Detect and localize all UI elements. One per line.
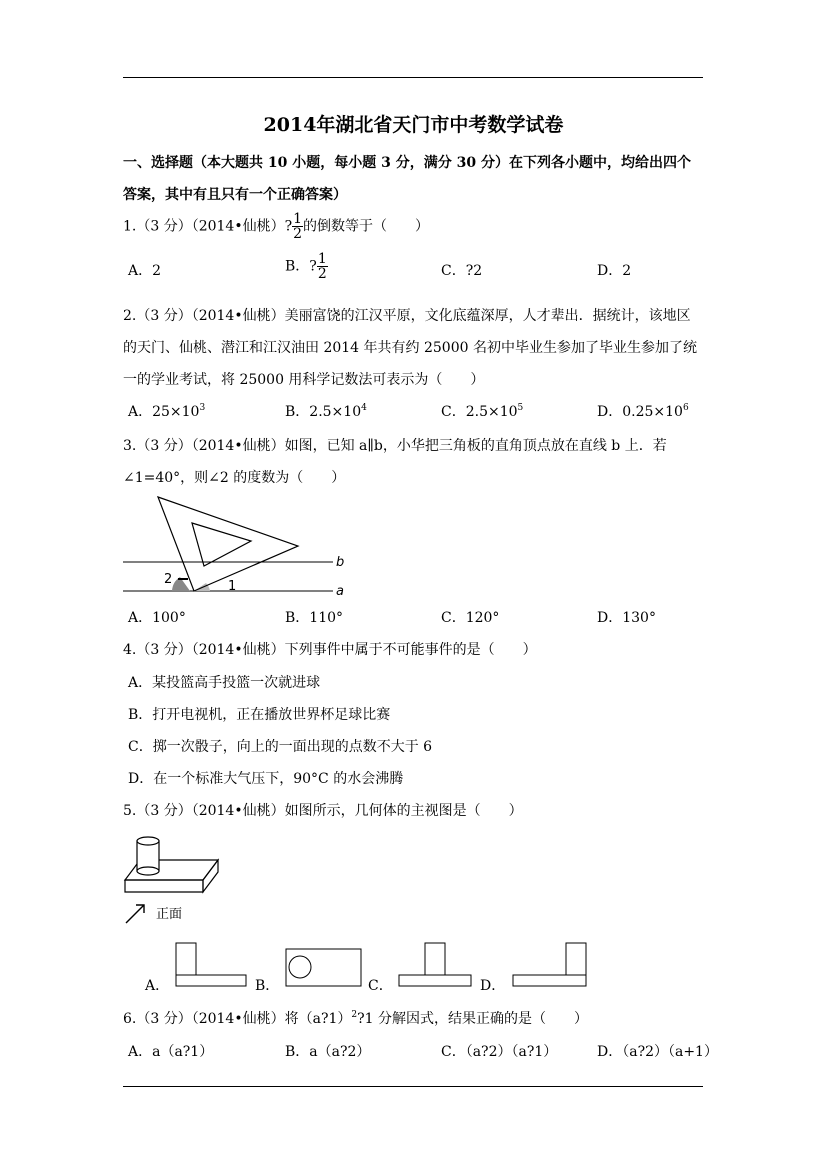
question-3-line1: 3.（3 分）（2014•仙桃）如图，已知 a∥b，小华把三角板的直角顶点放在直线 b 上．若 bbox=[123, 438, 667, 454]
q1-fraction bbox=[292, 212, 303, 241]
fig-label-2: 2 bbox=[164, 572, 173, 587]
q1-option-c: C．?2 bbox=[441, 263, 483, 279]
view-a-base bbox=[176, 975, 246, 986]
q1-neg: ? bbox=[284, 218, 293, 235]
q4-option-d: D．在一个标准大气压下，90°C 的水会沸腾 bbox=[128, 771, 404, 787]
view-a-post bbox=[176, 943, 196, 975]
q3-figure bbox=[118, 493, 358, 603]
cylinder-top bbox=[137, 837, 159, 845]
q1-b-fraction bbox=[317, 252, 328, 281]
view-d-post bbox=[566, 943, 586, 975]
q5-view-a bbox=[175, 942, 247, 988]
fig-label-1: 1 bbox=[228, 579, 237, 594]
q1-option-d: D．2 bbox=[597, 263, 632, 279]
view-b-rect bbox=[286, 949, 361, 986]
q6-line1-a: 6.（3 分）（2014•仙桃）将（a?1） bbox=[123, 1011, 352, 1027]
bottom-rule bbox=[123, 1086, 703, 1087]
q6-line1-b: ?1 分解因式，结果正确的是（ ） bbox=[357, 1011, 588, 1027]
question-2-line1: 2.（3 分）（2014•仙桃）美丽富饶的江汉平原，文化底蕴深厚，人才辈出．据统计，该地区 bbox=[123, 308, 691, 324]
q6-exp: 2 bbox=[351, 1010, 358, 1020]
q2-d-base: D．0.25×10 bbox=[597, 404, 683, 420]
section-heading-line1: 一、选择题（本大题共 10 小题，每小题 3 分，满分 30 分）在下列各小题中，均给出四个 bbox=[123, 155, 691, 171]
q2-a-exp: 3 bbox=[199, 403, 206, 413]
q6-option-b: B．a（a?2） bbox=[285, 1044, 371, 1060]
q1-option-b bbox=[285, 252, 328, 281]
view-d-base bbox=[513, 975, 586, 986]
view-c-post bbox=[425, 943, 445, 975]
cylinder-bottom bbox=[137, 867, 159, 875]
q1-prefix: 1.（3 分）（2014•仙桃） bbox=[123, 218, 285, 235]
top-rule bbox=[123, 77, 703, 78]
q2-a-base: A．25×10 bbox=[128, 404, 200, 420]
slab-side bbox=[203, 860, 218, 892]
q2-b-base: B．2.5×10 bbox=[285, 404, 362, 420]
q2-d-exp: 6 bbox=[682, 403, 689, 413]
q2-c-exp: 5 bbox=[517, 403, 524, 413]
q5-option-a: A． bbox=[145, 978, 170, 994]
q2-option-c bbox=[441, 401, 523, 421]
q1-suffix: 的倒数等于（ ） bbox=[303, 218, 430, 235]
q6-option-a: A．a（a?1） bbox=[128, 1044, 214, 1060]
page-title: 2014年湖北省天门市中考数学试卷 bbox=[263, 114, 564, 136]
q1-b-neg: ? bbox=[309, 258, 317, 275]
q3-option-d: D．130° bbox=[597, 610, 656, 626]
question-1 bbox=[123, 212, 429, 241]
q1-b-den: 2 bbox=[317, 266, 327, 282]
question-3-line2: ∠1=40°，则∠2 的度数为（ ） bbox=[123, 470, 346, 486]
fig-label-a: a bbox=[336, 584, 344, 599]
front-label: 正面 bbox=[156, 907, 183, 922]
q2-option-d bbox=[597, 401, 689, 421]
q5-option-d: D． bbox=[480, 978, 506, 994]
q4-option-a: A．某投篮高手投篮一次就进球 bbox=[128, 675, 321, 691]
q2-b-exp: 4 bbox=[361, 403, 367, 413]
q5-view-d bbox=[512, 942, 588, 988]
q1-b-prefix: B． bbox=[285, 258, 310, 275]
question-2-line2: 的天门、仙桃、潜江和江汉油田 2014 年共有约 25000 名初中毕业生参加了毕业生参加了统 bbox=[123, 340, 697, 356]
q4-option-c: C．掷一次骰子，向上的一面出现的点数不大于 6 bbox=[128, 739, 433, 755]
q3-option-b: B．110° bbox=[285, 610, 344, 626]
q5-solid-figure bbox=[118, 830, 228, 925]
q1-num: 1 bbox=[293, 211, 303, 227]
q1-option-a: A．2 bbox=[128, 263, 162, 279]
slab-front bbox=[125, 880, 203, 892]
front-arrow bbox=[126, 905, 144, 923]
triangle-inner bbox=[192, 523, 251, 566]
question-2-line3: 一的学业考试，将 25000 用科学记数法可表示为（ ） bbox=[123, 372, 485, 388]
question-4-line1: 4.（3 分）（2014•仙桃）下列事件中属于不可能事件的是（ ） bbox=[123, 642, 537, 658]
question-5-line1: 5.（3 分）（2014•仙桃）如图所示，几何体的主视图是（ ） bbox=[123, 803, 523, 819]
q4-option-b: B．打开电视机，正在播放世界杯足球比赛 bbox=[128, 707, 391, 723]
q2-option-a bbox=[128, 401, 205, 421]
view-c-base bbox=[399, 975, 471, 986]
q5-option-c: C． bbox=[368, 978, 393, 994]
fig-label-b: b bbox=[336, 555, 345, 570]
q2-c-base: C．2.5×10 bbox=[441, 404, 518, 420]
question-6-line1 bbox=[123, 1008, 588, 1028]
q1-den: 2 bbox=[293, 226, 303, 242]
q6-option-c: C．（a?2）（a?1） bbox=[441, 1044, 558, 1060]
section-heading-line2: 答案，其中有且只有一个正确答案） bbox=[123, 187, 347, 203]
q5-option-b: B． bbox=[255, 978, 280, 994]
q3-option-c: C．120° bbox=[441, 610, 500, 626]
q2-option-b bbox=[285, 401, 367, 421]
q5-view-b bbox=[285, 948, 363, 988]
view-b-circle bbox=[289, 956, 311, 978]
triangle-outer bbox=[158, 497, 298, 591]
q6-option-d: D．（a?2）（a+1） bbox=[597, 1044, 718, 1060]
q3-option-a: A．100° bbox=[128, 610, 186, 626]
q5-view-c bbox=[398, 942, 472, 988]
q1-b-num: 1 bbox=[317, 251, 327, 267]
